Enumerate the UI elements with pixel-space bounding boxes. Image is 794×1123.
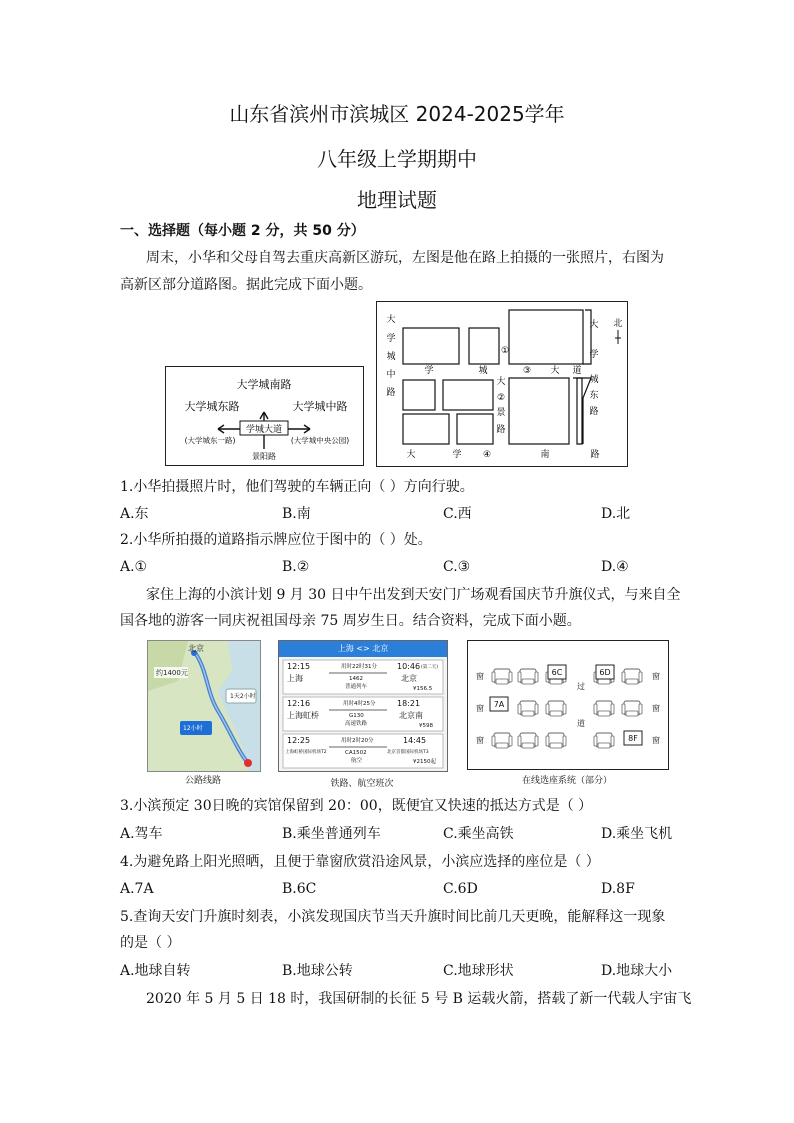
map-h-bot-2: ④ xyxy=(482,450,492,460)
t3-dep-time: 12:25 xyxy=(287,736,311,745)
q3-stem: 3.小滨预定 30日晚的宾馆保留到 20：00，既便宜又快速的抵达方式是（ ） xyxy=(120,798,593,814)
map-h-bot-4: 路 xyxy=(590,450,600,460)
map-v3-3: 路 xyxy=(496,425,506,435)
t1-code: 1462 xyxy=(349,676,363,682)
window-label-r3: 窗 xyxy=(652,736,660,745)
map-v2-0: 大 xyxy=(589,320,599,330)
sign-right-sub: (大学城中央公园) xyxy=(290,436,350,445)
q5-stem-line2: 的是（ ） xyxy=(120,935,181,951)
title-line-3: 地理试题 xyxy=(357,188,437,212)
map-v2-3: 东 xyxy=(589,391,599,401)
map-v1-3: 中 xyxy=(386,370,396,380)
section-heading: 一、选择题（每小题 2 分，共 50 分） xyxy=(120,223,365,239)
map-h-mid-2: ③ xyxy=(522,366,532,376)
seat-8f: 8F xyxy=(628,734,638,743)
t1-arr: 北京 xyxy=(401,674,417,683)
tickets-header: 上海 <> 北京 xyxy=(279,641,447,657)
window-label-l1: 窗 xyxy=(476,672,484,681)
q1-option-d: D.北 xyxy=(601,506,631,522)
map-h-mid-4: 道 xyxy=(572,366,582,376)
map-h-mid-0: 学 xyxy=(424,366,434,376)
t1-dep-time: 12:15 xyxy=(287,662,311,671)
t1-arr-note: (第二天) xyxy=(421,665,439,670)
tickets-figure xyxy=(278,640,448,772)
route-map-figure xyxy=(147,640,261,772)
t3-info: 用时2时20分 xyxy=(341,738,374,744)
map-v1-0: 大 xyxy=(386,315,396,325)
q1-option-a: A.东 xyxy=(120,506,149,522)
map-v1-1: 学 xyxy=(386,334,396,344)
q2-option-a: A.① xyxy=(120,559,148,575)
map-v1-4: 路 xyxy=(386,388,396,398)
seat-map-figure xyxy=(467,640,669,770)
map-v2-4: 路 xyxy=(589,407,599,417)
seat-map-caption: 在线选座系统（部分） xyxy=(521,776,612,786)
sign-left-sub: (大学城东一路) xyxy=(184,436,236,445)
t3-code: CA1502 xyxy=(345,750,367,756)
q5-option-d: D.地球大小 xyxy=(601,963,673,979)
map-h-mid-3: 大 xyxy=(550,366,560,376)
q4-option-a: A.7A xyxy=(120,881,154,897)
window-label-r2: 窗 xyxy=(652,704,660,713)
q5-stem-line1: 5.查询天安门升旗时刻表，小滨发现国庆节当天升旗时间比前几天更晚，能解释这一现象 xyxy=(120,909,666,925)
map-v1-2: 城 xyxy=(386,352,396,362)
title-line-2: 八年级上学期期中 xyxy=(317,147,477,171)
map-v3-0: 大 xyxy=(496,377,506,387)
sign-left: 大学城东路 xyxy=(184,400,240,413)
t2-dep-time: 12:16 xyxy=(287,699,311,708)
q5-option-a: A.地球自转 xyxy=(120,963,191,979)
q1-option-c: C.西 xyxy=(443,506,472,522)
seat-6d: 6D xyxy=(599,668,611,677)
t3-arr: 北京首都国际机场T3 xyxy=(387,750,429,755)
map-price: 约1400元 xyxy=(156,669,188,677)
map-badge-2: 12小时 xyxy=(183,725,203,732)
map-h-bot-1: 学 xyxy=(452,450,462,460)
road-sign-figure xyxy=(165,366,364,466)
map-badge-1: 1天2小时 xyxy=(230,693,256,700)
map-h-bot-0: 大 xyxy=(406,450,416,460)
sign-bottom: 景阳路 xyxy=(252,452,276,461)
intro2-line1: 家住上海的小滨计划 9 月 30 日中午出发到天安门广场观看国庆节升旗仪式，与来自全 xyxy=(146,587,681,603)
road-map-figure xyxy=(376,301,628,467)
seat-6c: 6C xyxy=(551,668,563,677)
t2-code: G130 xyxy=(349,713,364,719)
q3-option-d: D.乘坐飞机 xyxy=(601,826,673,842)
q1-option-b: B.南 xyxy=(282,506,311,522)
intro1-line2: 高新区部分道路图。据此完成下面小题。 xyxy=(120,277,372,293)
t3-price: ¥2150起 xyxy=(413,759,436,765)
t1-type: 普通列车 xyxy=(345,684,368,690)
q2-option-b: B.② xyxy=(282,559,310,575)
map-v2-2: 城 xyxy=(589,375,599,385)
t1-arr-time: 10:46 xyxy=(397,662,421,671)
map-city-beijing: 北京 xyxy=(188,644,204,653)
window-label-r1: 窗 xyxy=(652,672,660,681)
aisle-label-1: 过 xyxy=(577,682,585,691)
q3-option-b: B.乘坐普通列车 xyxy=(282,826,381,842)
t2-price: ¥598 xyxy=(419,723,433,729)
q4-option-b: B.6C xyxy=(282,881,317,897)
q5-option-c: C.地球形状 xyxy=(443,963,514,979)
q4-option-c: C.6D xyxy=(443,881,478,897)
q1-stem: 1.小华拍摄照片时，他们驾驶的车辆正向（ ）方向行驶。 xyxy=(120,479,474,495)
tickets-caption: 铁路、航空班次 xyxy=(330,779,394,789)
map-h-mid-1: 城 xyxy=(478,366,488,376)
map-h-bot-3: 南 xyxy=(540,450,550,460)
t2-arr-time: 18:21 xyxy=(397,699,421,708)
map-north-label: 北 xyxy=(613,319,623,329)
t2-dep: 上海虹桥 xyxy=(287,711,319,720)
intro3-line1: 2020 年 5 月 5 日 18 时，我国研制的长征 5 号 B 运载火箭，搭载了新一代载人宇宙飞 xyxy=(146,991,692,1007)
t3-arr-time: 14:45 xyxy=(403,736,427,745)
sign-top: 大学城南路 xyxy=(236,378,292,391)
t2-type: 高速铁路 xyxy=(345,721,368,727)
t1-price: ¥156.5 xyxy=(413,686,433,692)
t3-dep: 上海虹桥国际机场T2 xyxy=(285,750,327,755)
t2-arr: 北京南 xyxy=(399,711,423,720)
map-v2-1: 学 xyxy=(589,350,599,360)
t1-info: 用时22时31分 xyxy=(341,664,377,670)
t1-dep: 上海 xyxy=(287,674,303,683)
aisle-label-2: 道 xyxy=(577,719,585,728)
window-label-l3: 窗 xyxy=(476,736,484,745)
map-v3-1: ② xyxy=(496,393,506,403)
intro2-line2: 国各地的游客一同庆祝祖国母亲 75 周岁生日。结合资料，完成下面小题。 xyxy=(120,613,581,629)
seat-7a: 7A xyxy=(493,700,505,709)
t3-type: 航空 xyxy=(351,758,363,764)
sign-right: 大学城中路 xyxy=(292,400,348,413)
north-arrow-icon xyxy=(615,330,621,344)
window-label-l2: 窗 xyxy=(476,704,484,713)
title-line-1: 山东省滨州市滨城区 2024-2025学年 xyxy=(229,102,565,126)
map-marker-1: ① xyxy=(500,346,510,356)
t2-info: 用时4时25分 xyxy=(343,701,376,707)
map-v3-2: 景 xyxy=(496,408,506,418)
q3-option-c: C.乘坐高铁 xyxy=(443,826,514,842)
route-map-caption: 公路线路 xyxy=(184,776,221,786)
q4-option-d: D.8F xyxy=(601,881,635,897)
q2-option-d: D.④ xyxy=(601,559,629,575)
sign-center: 学城大道 xyxy=(245,425,283,435)
q2-option-c: C.③ xyxy=(443,559,471,575)
q4-stem: 4.为避免路上阳光照晒，且便于靠窗欣赏沿途风景，小滨应选择的座位是（ ） xyxy=(120,854,600,870)
q3-option-a: A.驾车 xyxy=(120,826,163,842)
intro1-line1: 周末，小华和父母自驾去重庆高新区游玩，左图是他在路上拍摄的一张照片，右图为 xyxy=(146,250,664,266)
q5-option-b: B.地球公转 xyxy=(282,963,353,979)
q2-stem: 2.小华所拍摄的道路指示牌应位于图中的（ ）处。 xyxy=(120,532,432,548)
